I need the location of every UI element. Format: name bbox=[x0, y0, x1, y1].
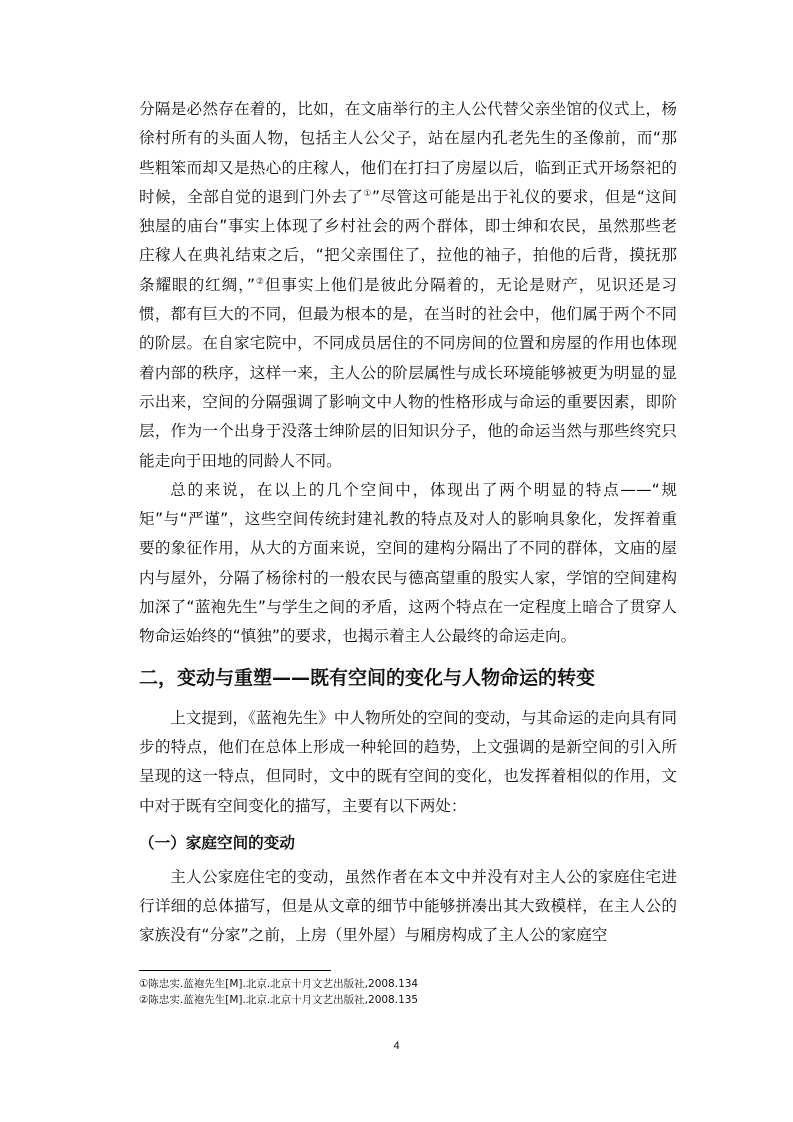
footnote-divider bbox=[139, 970, 331, 971]
footnote-ref-1[interactable]: ① bbox=[363, 188, 372, 199]
section-heading-2: 二，变动与重塑——既有空间的变化与人物命运的转变 bbox=[139, 666, 596, 689]
page-number: 4 bbox=[393, 1040, 400, 1052]
paragraph-4: 主人公家庭住宅的变动，虽然作者在本文中并没有对主人公的家庭住宅进行详细的总体描写，但是从文章的细节中能够拼凑出其大致模样，在主人公的家族没有“分家”之前，上房（里外屋）与厢房构成了主人公的家庭空 bbox=[139, 867, 677, 945]
paragraph-3: 上文提到，《蓝袍先生》中人物所处的空间的变动，与其命运的走向具有同步的特点，他们在总体上形成一种轮回的趋势，上文强调的是新空间的引入所呈现的这一特点，但同时，文中的既有空间的变化，也发挥着相似的作用，文中对于既有空间变化的描写，主要有以下两处： bbox=[139, 708, 677, 815]
footnote-ref-2[interactable]: ② bbox=[254, 276, 265, 287]
footnotes bbox=[139, 976, 679, 1008]
body-text bbox=[139, 95, 677, 951]
paragraph-2: 总的来说，在以上的几个空间中，体现出了两个明显的特点——“规矩”与“严谨”，这些空间传统封建礼教的特点及对人的影响具象化，发挥着重要的象征作用，从大的方面来说，空间的建构分隔出了不同的群体，文庙的屋内与屋外，分隔了杨徐村的一般农民与德高望重的殷实人家，学馆的空间建构加深了“蓝袍先生”与学生之间的矛盾，这两个特点在一定程度上暗合了贯穿人物命运始终的“慎独”的要求，也揭示着主人公最终的命运走向。 bbox=[139, 480, 677, 646]
footnote-2: ②陈忠实.蓝袍先生[M].北京.北京十月文艺出版社,2008.135 bbox=[139, 994, 419, 1006]
paragraph-1: 分隔是必然存在着的，比如，在文庙举行的主人公代替父亲坐馆的仪式上，杨徐村所有的头面人物，包括主人公父子，站在屋内孔老先生的圣像前，而“那些粗笨而却又是热心的庄稼人，他们在打扫了房屋以后，临到正式开场祭祀的时候，全部自觉的退到门外去了①”尽管这可能是出于礼仪的要求，但是“这间独屋的庙台”事实上体现了乡村社会的两个群体，即士绅和农民，虽然那些老庄稼人在典礼结束之后，“把父亲围住了，拉他的袖子，拍他的后背，摸抚那条耀眼的红绸，”②但事实上他们是彼此分隔着的，无论是财产，见识还是习惯，都有巨大的不同，但最为根本的是，在当时的社会中，他们属于两个不同的阶层。在自家宅院中，不同成员居住的不同房间的位置和房屋的作用也体现着内部的秩序，这样一来，主人公的阶层属性与成长环境能够被更为明显的显示出来，空间的分隔强调了影响文中人物的性格形成与命运的重要因素，即阶层，作为一个出身于没落士绅阶层的旧知识分子，他的命运当然与那些终究只能走向于田地的同龄人不同。 bbox=[139, 100, 677, 470]
subsection-heading-1: （一）家庭空间的变动 bbox=[139, 833, 295, 852]
footnote-1: ①陈忠实.蓝袍先生[M].北京.北京十月文艺出版社,2008.134 bbox=[139, 978, 419, 990]
